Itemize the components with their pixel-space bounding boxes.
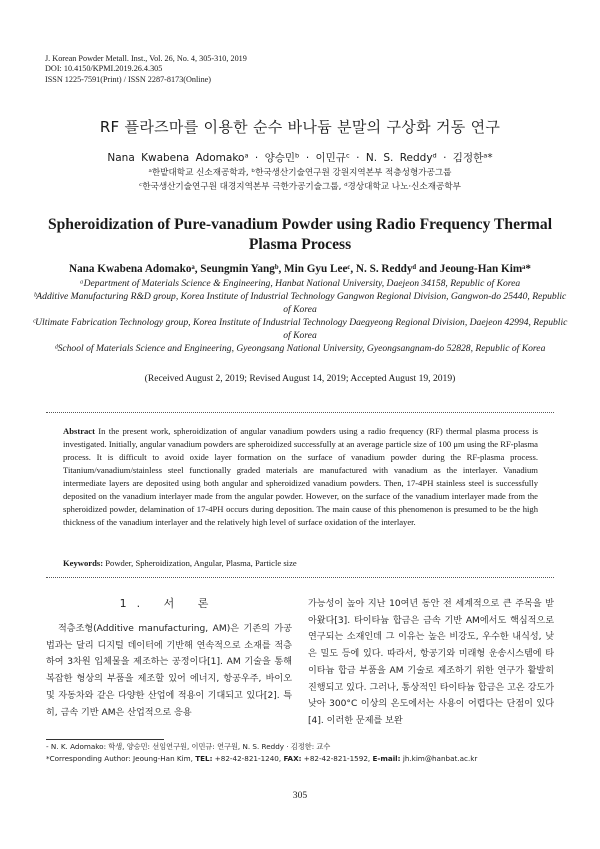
abstract [63,425,538,529]
abstract-top-rule [46,412,554,413]
email-label: E-mail: [372,754,401,763]
korean-affiliations [0,166,600,194]
english-authors: Nana Kwabena Adomakoᵃ, Seungmin Yangᵇ, Min Gyu Leeᶜ, N. S. Reddyᵈ and Jeoung-Han Kimᵃ* [68,263,531,275]
journal-doi: DOI: 10.4150/KPMI.2019.26.4.305 [45,64,163,74]
keywords [63,558,538,568]
abstract-label: Abstract [63,426,95,436]
body-column-right [308,596,554,730]
korean-authors: Nana Kwabena Adomakoᵃ · 양승민ᵇ · 이민규ᶜ · N. S. Reddyᵈ · 김정한ᵃ* [107,152,493,164]
journal-issn: ISSN 1225-7591(Print) / ISSN 2287-8173(Online) [45,74,212,84]
author-roles-footnote: - N. K. Adomako: 학생, 양승민: 선임연구원, 이민규: 연구원, N. S. Reddy · 김정한: 교수 [46,742,331,751]
korean-affiliation-2: ᶜ한국생산기술연구원 대경지역본부 극한가공기술그룹, ᵈ경상대학교 나노·신소재공학부 [139,182,461,192]
affiliation-d: ᵈSchool of Materials Science and Engineering, Gyeongsang National University, Gyeongsangnam-do 52828, Republic of Korea [54,343,546,355]
page-number: 305 [292,790,308,801]
abstract-text: In the present work, spheroidization of angular vanadium powders using a radio frequency (RF) thermal plasma process is investigated. Initially, angular vanadium powders are spheroidized successfully at an average particle size of 100 μm using the RF-plasma process. It is difficult to avoid oxide layer formation on the surface of vanadium powder during the RF-plasma process. Titanium/vanadium/stainless steel functionally graded materials are manufactured with vanadium as the interlayer. Vanadium intermediate layers are deposited using both angular and spheroidized vanadium powders. Then, 17-4PH stainless steel is successfully deposited on the vanadium interlayer made from the angular powder. However, on the surface of the vanadium interlayer made from the spheroidized powder, delamination of 17-4PH occurs during deposition. The main cause of this phenomenon is presumed to be the high thickness of the vanadium interlayer and the relatively high level of surface oxidation of the interlayer. [63,426,538,528]
affiliation-c: ᶜUltimate Fabrication Technology group, Korea Institute of Industrial Technology Daegyeong Regional Division, Daejeon 42994, Republic of Korea [32,317,568,342]
received-dates: (Received August 2, 2019; Revised August 14, 2019; Accepted August 19, 2019) [144,373,456,384]
tel-number: +82-42-821-1240, [212,754,284,763]
english-affiliations [30,277,570,356]
introduction-paragraph-right: 가능성이 높아 지난 10여년 동안 전 세계적으로 큰 주목을 받아왔다[3]. 타이타늄 합금은 금속 기반 AM에서도 핵심적으로 연구되는 소재인데 그 이유는 높은 비강도, 우수한 내식성, 낮은 밀도 등에 있다. 따라서, 항공기와 미래형 운송시스템에 타이타늄 합금 부품을 AM 기술로 제조하기 위한 연구가 활발히 진행되고 있다. 그러나, 통상적인 타이타늄 합금은 고온 강도가 낮아 300°C 이상의 온도에서는 사용이 어렵다는 단점이 있다[4]. 이러한 문제를 보완 [308,599,554,726]
email-address: jh.kim@hanbat.ac.kr [400,754,478,763]
journal-citation: J. Korean Powder Metall. Inst., Vol. 26, No. 4, 305-310, 2019 [45,54,247,63]
korean-title: RF 플라즈마를 이용한 순수 바나듐 분말의 구상화 거동 연구 [99,118,501,136]
footnotes [46,741,477,765]
english-title: Spheroidization of Pure-vanadium Powder using Radio Frequency Thermal Plasma Process [47,216,553,253]
keywords-label: Keywords: [63,558,104,568]
affiliation-a: ᵃDepartment of Materials Science & Engineering, Hanbat National University, Daejeon 34158, Republic of Korea [79,278,521,289]
body-column-left [46,596,292,721]
affiliation-b: ᵇAdditive Manufacturing R&D group, Korea Institute of Industrial Technology Gangwon Regional Division, Gangwon-do 25440, Republic of Korea [33,291,567,316]
keywords-text: Powder, Spheroidization, Angular, Plasma, Particle size [105,558,297,568]
corresponding-author-footnote [46,753,477,765]
korean-affiliation-1: ᵃ한밭대학교 신소재공학과, ᵇ한국생산기술연구원 강원지역본부 적층성형가공그룹 [148,168,452,178]
abstract-bottom-rule [46,577,554,578]
footnote-rule [46,739,164,740]
tel-label: TEL: [195,754,213,763]
fax-label: FAX: [283,754,302,763]
introduction-paragraph-left: 적층조형(Additive manufacturing, AM)은 기존의 가공법과는 달리 디지털 데이터에 기반해 연속적으로 소재를 적층하여 3차원 입체물을 제조하는 공정이다[1]. AM 기술을 통해 복잡한 형상의 부품을 제조할 있어 에너지, 항공우주, 바이오 및 자동차와 같은 다양한 산업에 적용이 기대되고 있다[2]. 특히, 금속 기반 AM은 산업적으로 응용 [46,624,292,718]
fax-number: +82-42-821-1592, [301,754,373,763]
journal-header [45,54,247,85]
corresponding-author: *Corresponding Author: Jeoung-Han Kim, [46,754,196,763]
section-heading-introduction: 1. 서 론 [119,597,219,610]
